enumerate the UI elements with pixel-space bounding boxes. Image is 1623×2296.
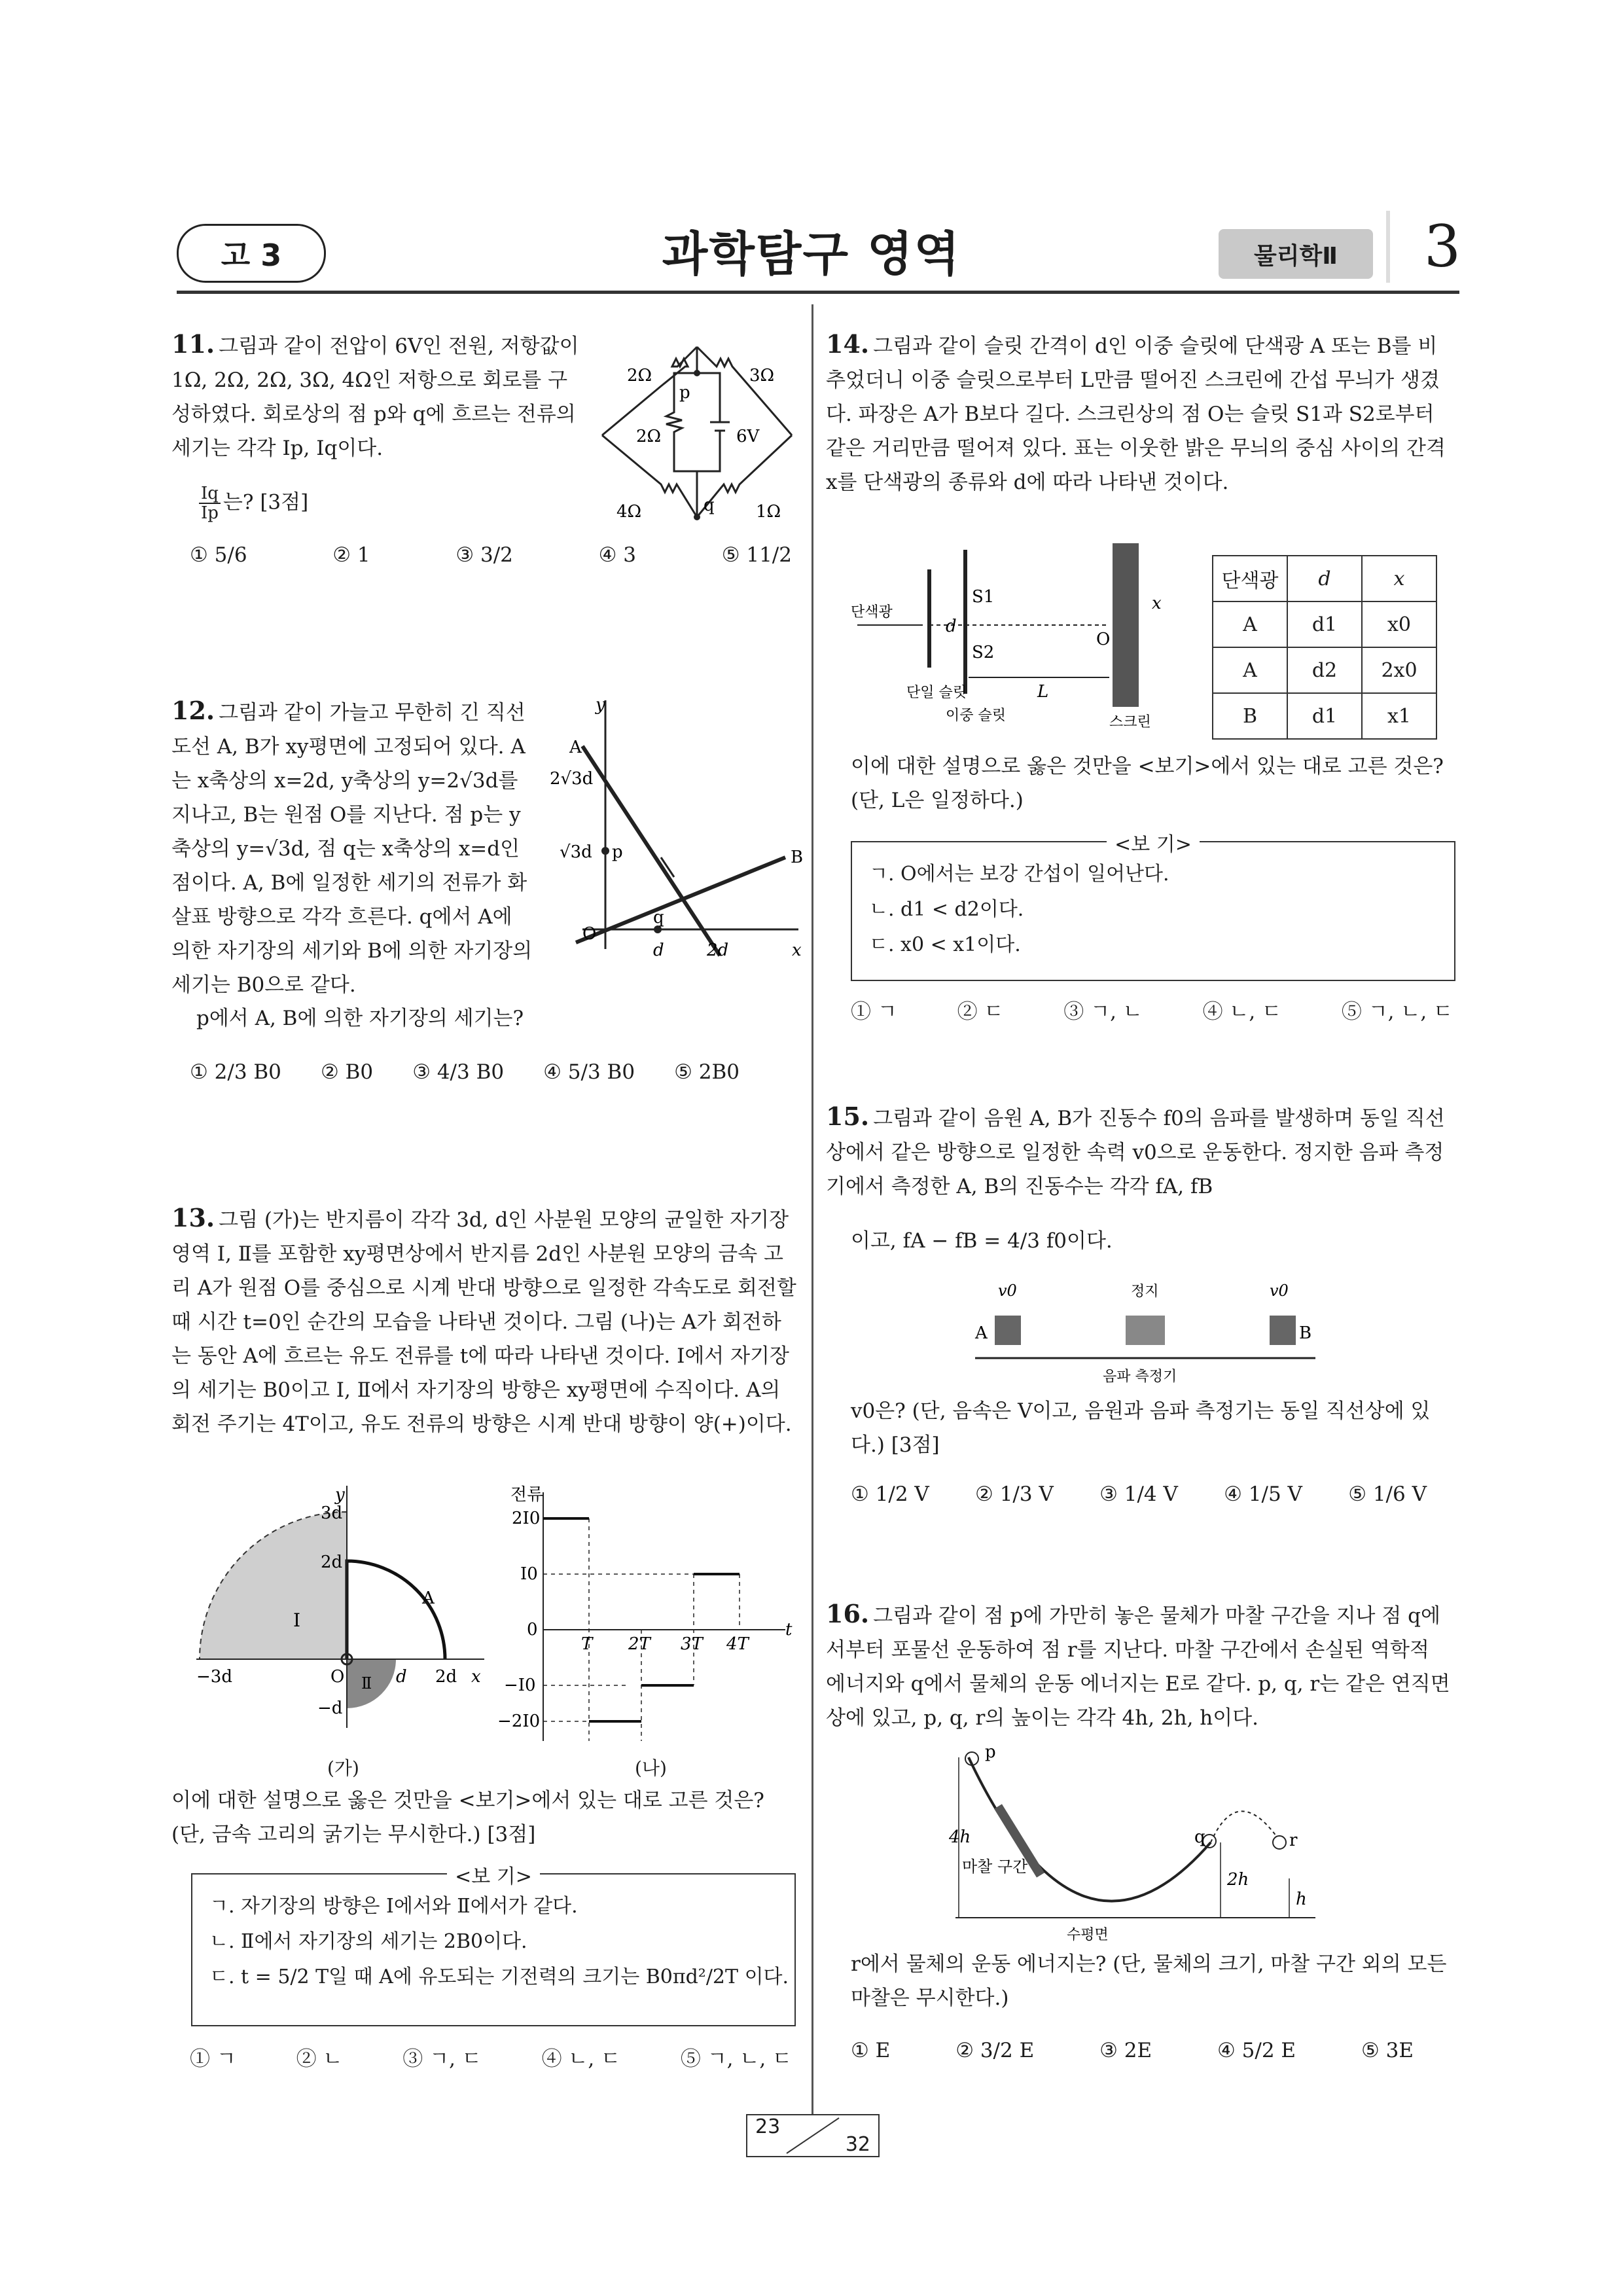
table-cell: x0 <box>1362 601 1436 647</box>
label-region-2: Ⅱ <box>361 1674 372 1693</box>
choice-1[interactable]: ① ㄱ <box>851 1000 897 1024</box>
bogi-item-3: ㄷ. t = 5/2 T일 때 A에 유도되는 기전력의 크기는 B0πd²/2T 이다. <box>209 1965 789 1988</box>
figure-ga <box>196 1486 497 1748</box>
label-o: O <box>582 924 597 944</box>
label-light: 단색광 <box>851 604 893 620</box>
label-y: y <box>596 695 605 715</box>
label-a: A <box>569 738 582 757</box>
choice-3[interactable]: ③ ㄱ, ㄷ <box>402 2047 482 2071</box>
q11-ask <box>196 484 524 522</box>
q13-choices <box>190 2042 792 2072</box>
choice-4[interactable]: ④ ㄴ, ㄷ <box>1202 1000 1282 1024</box>
choice-5[interactable]: ⑤ ㄱ, ㄴ, ㄷ <box>680 2047 792 2071</box>
label-stationary: 정지 <box>1131 1283 1159 1300</box>
question-number: 16. <box>826 1599 870 1628</box>
label-single-slit: 단일 슬릿 <box>906 685 967 701</box>
bogi-item-2: ㄴ. d1 < d2이다. <box>869 898 1024 921</box>
label-2h: 2h <box>1227 1870 1249 1890</box>
bogi-caption-text: <보 기> <box>447 1865 540 1888</box>
double-slit-figure <box>851 537 1178 740</box>
label-v0-b: v0 <box>1270 1282 1289 1300</box>
choice-2[interactable]: ② ㄴ <box>296 2047 343 2071</box>
table-row <box>1213 693 1436 739</box>
question-14 <box>826 327 1454 499</box>
label-a: A <box>422 1588 435 1608</box>
page-counter <box>746 2114 880 2157</box>
source-a <box>995 1316 1021 1345</box>
page-title: 과학탐구 영역 <box>662 226 961 281</box>
label-t1: T <box>581 1634 593 1654</box>
header-rule <box>177 291 1459 294</box>
label-y: y <box>335 1485 345 1505</box>
table-cell: 2x0 <box>1362 647 1436 693</box>
question-number: 15. <box>826 1102 870 1131</box>
choice-5[interactable]: ⑤ 2B0 <box>674 1060 740 1084</box>
choice-2[interactable]: ② 1 <box>332 543 370 567</box>
label-2ohm-mid: 2Ω <box>636 427 662 446</box>
table-cell: A <box>1213 647 1287 693</box>
q15-ask: v0은? (단, 음속은 V이고, 음원과 음파 측정기는 동일 직선상에 있다.) [3점] <box>851 1399 1431 1457</box>
parabolic-path <box>1211 1811 1276 1842</box>
label-3d: 3d <box>321 1503 343 1523</box>
table-cell: d1 <box>1287 693 1362 739</box>
label-neg-2i0: −2I0 <box>497 1712 541 1731</box>
choice-1[interactable]: ① 1/2 V <box>851 1482 929 1506</box>
page-current: 23 <box>755 2115 781 2138</box>
q16-ask: r에서 물체의 운동 에너지는? (단, 물체의 크기, 마찰 구간 외의 모든 마찰은 무시한다.) <box>851 1952 1447 2010</box>
q11-choices <box>190 543 792 567</box>
label-t4: 4T <box>726 1634 749 1654</box>
bogi-item-1: ㄱ. O에서는 보강 간섭이 일어난다. <box>869 863 1169 886</box>
bogi-item-1: ㄱ. 자기장의 방향은 Ⅰ에서와 Ⅱ에서가 같다. <box>209 1895 578 1918</box>
ratio-numerator: Iq <box>199 484 221 504</box>
label-region-1: Ⅰ <box>293 1609 301 1631</box>
label-6v: 6V <box>736 427 760 446</box>
table-row <box>1213 647 1436 693</box>
source-b <box>1270 1316 1296 1345</box>
choice-1[interactable]: ① E <box>851 2039 891 2062</box>
q14-bogi-box <box>851 833 1455 981</box>
circuit-figure <box>589 340 805 530</box>
q13-ask: 이에 대한 설명으로 옳은 것만을 <보기>에서 있는 대로 고른 것은? (단, 금속 고리의 굵기는 무시한다.) [3점] <box>171 1789 764 1846</box>
screen-fringes <box>1113 543 1139 707</box>
bogi-item-2: ㄴ. Ⅱ에서 자기장의 세기는 2B0이다. <box>209 1930 527 1953</box>
label-current: 전류 <box>510 1485 544 1505</box>
q15-choices <box>851 1482 1427 1506</box>
label-v0-a: v0 <box>998 1282 1017 1300</box>
object-r <box>1273 1836 1286 1849</box>
bogi-caption-text: <보 기> <box>1107 833 1200 856</box>
label-b: B <box>1299 1323 1312 1343</box>
track-curve <box>969 1757 1211 1901</box>
label-s2: S2 <box>972 643 995 662</box>
table-row <box>1213 601 1436 647</box>
question-13 <box>171 1201 800 1441</box>
label-l: L <box>1037 682 1049 702</box>
label-q: q <box>704 495 715 515</box>
label-1ohm: 1Ω <box>756 502 781 522</box>
node-q <box>694 514 700 520</box>
ask-text: 는? [3점] <box>223 490 309 514</box>
label-negd: −d <box>317 1698 343 1718</box>
choice-5[interactable]: ⑤ 1/6 V <box>1348 1482 1427 1506</box>
label-root3d: √3d <box>560 842 592 862</box>
choice-3[interactable]: ③ ㄱ, ㄴ <box>1063 1000 1143 1024</box>
bogi-caption <box>192 1860 794 1889</box>
choice-1[interactable]: ① 5/6 <box>190 543 247 567</box>
question-text: 그림과 같이 음원 A, B가 진동수 f0의 음파를 발생하며 동일 직선상에서 같은 방향으로 일정한 속력 v0으로 운동한다. 정지한 음파 측정기에서 측정한 A, B의 진동수는 각각 fA, fB <box>826 1107 1445 1198</box>
q13-bogi-box <box>191 1865 796 2026</box>
label-ground: 수평면 <box>1067 1927 1109 1943</box>
label-zero: 0 <box>527 1620 538 1640</box>
choice-2[interactable]: ② ㄷ <box>957 1000 1004 1024</box>
subject-label: 물리학Ⅱ <box>1253 242 1338 270</box>
table-header: d <box>1287 556 1362 601</box>
table-cell: d2 <box>1287 647 1362 693</box>
label-2d-y: 2d <box>321 1552 343 1572</box>
table-header: x <box>1362 556 1436 601</box>
choice-4[interactable]: ④ 3 <box>598 543 636 567</box>
label-2ohm-top: 2Ω <box>627 366 652 386</box>
label-d: d <box>946 617 957 636</box>
figure-na <box>497 1486 805 1748</box>
label-3ohm: 3Ω <box>749 366 775 386</box>
table-cell: d1 <box>1287 601 1362 647</box>
table-cell: B <box>1213 693 1287 739</box>
choice-3[interactable]: ③ 2E <box>1099 2039 1152 2062</box>
light-table <box>1212 555 1437 740</box>
label-x: x <box>1152 594 1162 613</box>
sound-meter <box>1126 1316 1165 1345</box>
column-divider <box>812 304 813 2114</box>
question-16 <box>826 1597 1454 1735</box>
label-s1: S1 <box>972 587 995 607</box>
page-total: 32 <box>845 2133 870 2156</box>
label-p: p <box>612 842 623 862</box>
ring-a <box>347 1561 445 1659</box>
ratio-denominator: Ip <box>201 503 219 523</box>
choice-4[interactable]: ④ 1/5 V <box>1224 1482 1302 1506</box>
label-x: x <box>792 941 802 960</box>
label-d: d <box>396 1667 407 1687</box>
point-p <box>601 847 609 855</box>
question-number: 11. <box>171 329 215 359</box>
choice-5[interactable]: ⑤ 11/2 <box>721 543 792 567</box>
choice-1[interactable]: ① ㄱ <box>190 2047 236 2071</box>
doppler-figure <box>962 1276 1329 1388</box>
label-p: p <box>985 1742 996 1762</box>
label-4h: 4h <box>949 1827 971 1847</box>
q16-choices <box>851 2039 1414 2062</box>
label-friction: 마찰 구간 <box>962 1857 1028 1876</box>
label-4ohm: 4Ω <box>616 502 642 522</box>
question-number: 12. <box>171 696 215 725</box>
grade-label: 고 3 <box>221 238 282 273</box>
question-text: 그림과 같이 슬릿 간격이 d인 이중 슬릿에 단색광 A 또는 B를 비추었더니 이중 슬릿으로부터 L만큼 떨어진 스크린에 간섭 무늬가 생겼다. 파장은 A가 B보다 길다. 스크린상의 점 O는 슬릿 S1과 S2로부터 같은 거리만큼 떨어져 있다. 표는 이웃한 밝은 무늬의 중심 사이의 간격 x를 단색광의 종류와 d에 따라 나타낸 것이다. <box>826 334 1446 494</box>
table-cell: x1 <box>1362 693 1436 739</box>
label-screen: 스크린 <box>1109 714 1151 730</box>
label-q: q <box>653 908 664 927</box>
question-text: 그림과 같이 전압이 6V인 전원, 저항값이 1Ω, 2Ω, 2Ω, 3Ω, 4Ω인 저항으로 회로를 구성하였다. 회로상의 점 p와 q에 흐르는 전류의 세기는 각각 Ip, Iq이다. <box>171 334 579 460</box>
label-x: x <box>471 1667 481 1687</box>
label-neg3d: −3d <box>196 1667 232 1687</box>
label-2i0: 2I0 <box>512 1509 541 1528</box>
label-t: t <box>785 1620 793 1640</box>
q15-text2: 이고, fA − fB = 4/3 f0이다. <box>851 1229 1113 1253</box>
choice-3[interactable]: ③ 3/2 <box>455 543 513 567</box>
choice-4[interactable]: ④ 5/3 B0 <box>543 1060 635 1084</box>
table-header-row <box>1213 556 1436 601</box>
q12-choices <box>190 1060 740 1084</box>
choice-5[interactable]: ⑤ 3E <box>1361 2039 1414 2062</box>
q14-ask: 이에 대한 설명으로 옳은 것만을 <보기>에서 있는 대로 고른 것은? (단, L은 일정하다.) <box>851 755 1444 812</box>
track-figure <box>949 1744 1329 1941</box>
label-neg-i0: −I0 <box>504 1676 536 1695</box>
question-12 <box>171 694 535 1002</box>
question-text: 그림과 같이 가늘고 무한히 긴 직선 도선 A, B가 xy평면에 고정되어 있다. A는 x축상의 x=2d, y축상의 y=2√3d를 지나고, B는 원점 O를 지난다. 점 p는 y축상의 y=√3d, 점 q는 x축상의 x=d인 점이다. A, B에 일정한 세기의 전류가 화살표 방향으로 각각 흐른다. q에서 A에 의한 자기장의 세기와 B에 의한 자기장의 세기는 B0으로 같다. <box>171 701 533 997</box>
question-number: 13. <box>171 1203 215 1232</box>
label-2root3d: 2√3d <box>550 769 594 789</box>
q12-ask: p에서 A, B에 의한 자기장의 세기는? <box>196 1007 524 1030</box>
bogi-item-3: ㄷ. x0 < x1이다. <box>869 933 1021 956</box>
label-i0: I0 <box>520 1564 538 1584</box>
label-d: d <box>653 941 664 960</box>
question-text: 그림 (가)는 반지름이 각각 3d, d인 사분원 모양의 균일한 자기장 영역 Ⅰ, Ⅱ를 포함한 xy평면상에서 반지름 2d인 사분원 모양의 금속 고리 A가 원점 O를 중심으로 시계 반대 방향으로 일정한 각속도로 회전할 때 시간 t=0인 순간의 모습을 나타낸 것이다. 그림 (나)는 A가 회전하는 동안 A에 흐르는 유도 전류를 t에 따라 나타낸 것이다. Ⅰ에서 자기장의 세기는 B0이고 Ⅰ, Ⅱ에서 자기장의 방향은 xy평면에 수직이다. A의 회전 주기는 4T이고, 유도 전류의 방향은 시계 반대 방향이 양(+)이다. <box>171 1208 796 1436</box>
subject-badge <box>1219 229 1373 279</box>
choice-2[interactable]: ② B0 <box>320 1060 374 1084</box>
page-number: 3 <box>1386 211 1495 283</box>
bogi-caption <box>852 828 1454 857</box>
region-1 <box>200 1512 347 1659</box>
question-15 <box>826 1100 1454 1204</box>
caption-na: (나) <box>635 1757 667 1779</box>
choice-2[interactable]: ② 1/3 V <box>975 1482 1054 1506</box>
label-t2: 2T <box>628 1634 651 1654</box>
node-p <box>694 370 700 376</box>
wire-battery <box>697 373 730 471</box>
question-text: 그림과 같이 점 p에 가만히 놓은 물체가 마찰 구간을 지나 점 q에서부터 포물선 운동하여 점 r를 지난다. 마찰 구간에서 손실된 역학적 에너지와 q에서 물체의 운동 에너지는 E로 같다. p, q, r는 같은 연직면상에 있고, p, q, r의 높이는 각각 4h, 2h, h이다. <box>826 1604 1450 1730</box>
choice-2[interactable]: ② 3/2 E <box>955 2039 1035 2062</box>
choice-3[interactable]: ③ 4/3 B0 <box>412 1060 505 1084</box>
label-b: B <box>791 848 804 867</box>
wires-figure <box>543 694 805 969</box>
table-header: 단색광 <box>1213 556 1287 601</box>
label-2d-x: 2d <box>435 1667 457 1687</box>
label-a: A <box>975 1323 988 1343</box>
caption-ga: (가) <box>327 1757 359 1779</box>
question-11 <box>171 327 584 465</box>
q14-choices <box>851 995 1453 1024</box>
label-q: q <box>1194 1827 1205 1847</box>
label-o: O <box>330 1667 345 1687</box>
choice-4[interactable]: ④ 5/2 E <box>1217 2039 1296 2062</box>
choice-5[interactable]: ⑤ ㄱ, ㄴ, ㄷ <box>1341 1000 1453 1024</box>
label-r: r <box>1289 1831 1298 1850</box>
label-o: O <box>1096 630 1111 649</box>
label-meter: 음파 측정기 <box>1103 1369 1177 1385</box>
table-cell: A <box>1213 601 1287 647</box>
question-number: 14. <box>826 329 870 359</box>
label-p: p <box>679 383 690 403</box>
ratio-fraction <box>199 484 221 522</box>
choice-3[interactable]: ③ 1/4 V <box>1099 1482 1178 1506</box>
choice-1[interactable]: ① 2/3 B0 <box>190 1060 281 1084</box>
label-double-slit: 이중 슬릿 <box>946 708 1007 724</box>
label-2d: 2d <box>707 941 729 960</box>
label-t3: 3T <box>681 1634 703 1654</box>
choice-4[interactable]: ④ ㄴ, ㄷ <box>541 2047 621 2071</box>
label-h: h <box>1296 1890 1307 1909</box>
